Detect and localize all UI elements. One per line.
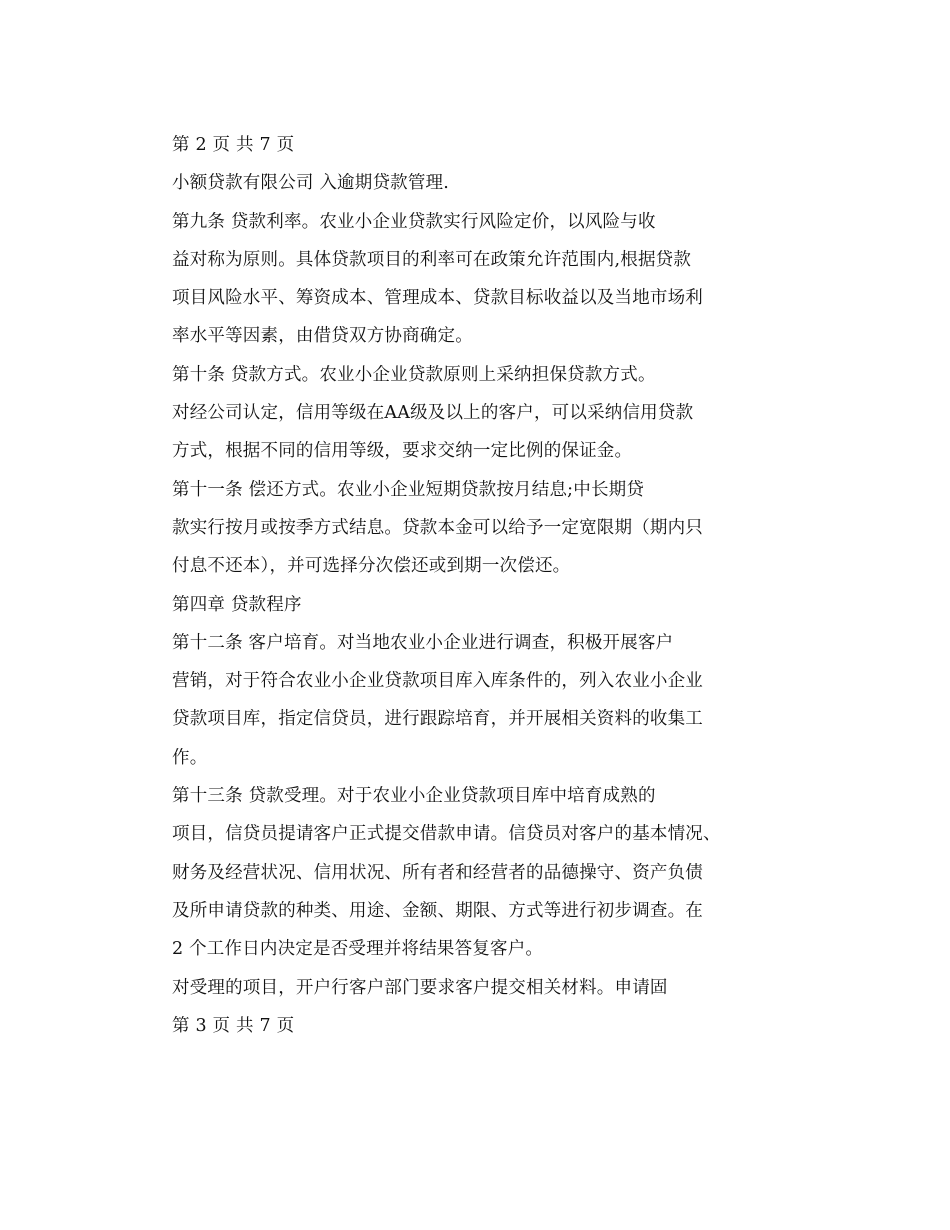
text-line: 方式，根据不同的信用等级，要求交纳一定比例的保证金。	[172, 441, 633, 462]
article-13-heading-line: 第十三条 贷款受理。对于农业小企业贷款项目库中培育成熟的	[172, 786, 656, 807]
document-body	[172, 126, 772, 1045]
text-line: 对经公司认定，信用等级在AA级及以上的客户，可以采纳信用贷款	[172, 403, 694, 424]
text-line: 贷款项目库，指定信贷员，进行跟踪培育，并开展相关资料的收集工	[172, 709, 703, 730]
article-9-heading-line: 第九条 贷款利率。农业小企业贷款实行风险定价，以风险与收	[172, 211, 656, 232]
text-line: 及所申请贷款的种类、用途、金额、期限、方式等进行初步调查。在	[172, 900, 703, 921]
article-12-heading-line: 第十二条 客户培育。对当地农业小企业进行调查，积极开展客户	[172, 632, 674, 653]
text-line: 小额贷款有限公司 入逾期贷款管理.	[172, 173, 450, 194]
text-line: 益对称为原则。具体贷款项目的利率可在政策允许范围内,根据贷款	[172, 249, 692, 270]
chapter-4-heading: 第四章 贷款程序	[172, 594, 302, 615]
text-line: 2 个工作日内决定是否受理并将结果答复客户。	[172, 939, 544, 960]
text-line: 项目风险水平、筹资成本、管理成本、贷款目标收益以及当地市场利	[172, 288, 703, 309]
page-footer-number: 第 3 页 共 7 页	[172, 1015, 295, 1036]
article-10-heading-line: 第十条 贷款方式。农业小企业贷款原则上采纳担保贷款方式。	[172, 364, 656, 385]
text-line: 财务及经营状况、信用状况、所有者和经营者的品德操守、资产负债	[172, 862, 703, 883]
text-line: 付息不还本），并可选择分次偿还或到期一次偿还。	[172, 556, 571, 577]
text-line: 营销，对于符合农业小企业贷款项目库入库条件的，列入农业小企业	[172, 671, 703, 692]
text-line: 率水平等因素，由借贷双方协商确定。	[172, 326, 473, 347]
page-header-number: 第 2 页 共 7 页	[172, 135, 295, 155]
article-11-heading-line: 第十一条 偿还方式。农业小企业短期贷款按月结息;中长期贷	[172, 479, 645, 500]
text-line: 对受理的项目，开户行客户部门要求客户提交相关材料。申请固	[172, 977, 668, 998]
text-line: 项目，信贷员提请客户正式提交借款申请。信贷员对客户的基本情况、	[172, 824, 721, 845]
text-line: 款实行按月或按季方式结息。贷款本金可以给予一定宽限期（期内只	[172, 517, 703, 538]
text-line: 作。	[172, 747, 208, 768]
